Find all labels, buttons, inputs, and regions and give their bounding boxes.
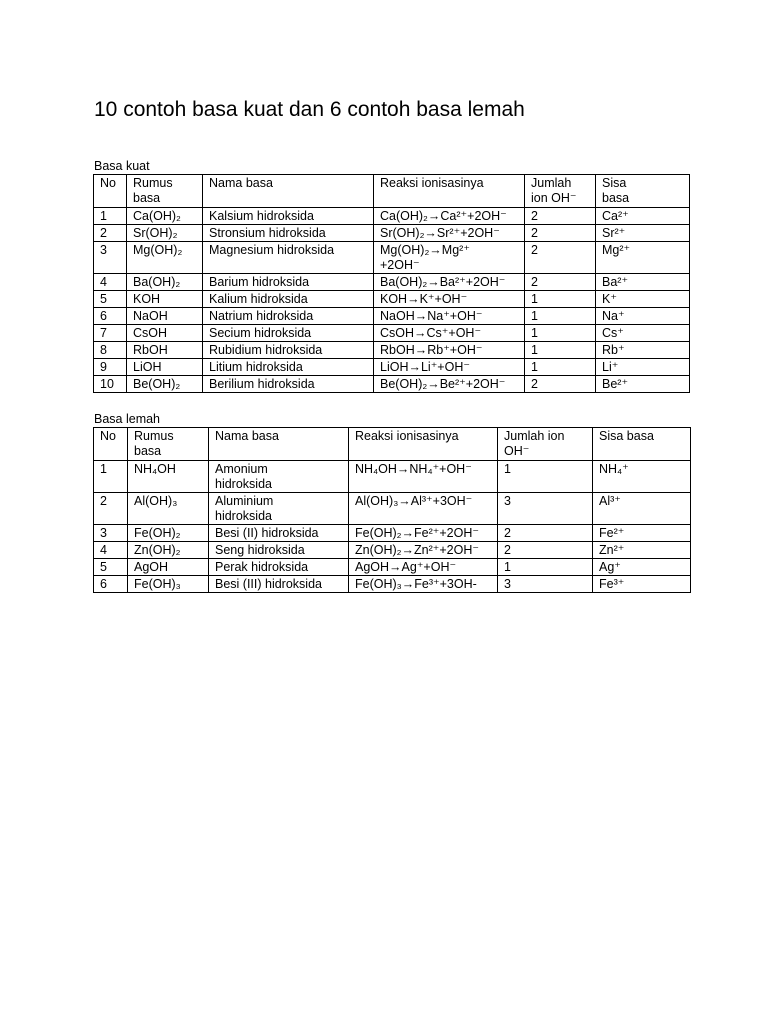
table-cell: Fe(OH)₃→Fe³⁺+3OH- [349,576,498,593]
column-header: Reaksi ionisasinya [374,175,525,208]
column-header: Sisa basa [596,175,690,208]
table-cell: Li⁺ [596,359,690,376]
table-cell: Seng hidroksida [209,542,349,559]
table-cell: 1 [498,461,593,493]
table-row [94,559,691,576]
table-cell: Kalium hidroksida [203,291,374,308]
table-cell: Zn(OH)₂→Zn²⁺+2OH⁻ [349,542,498,559]
table-cell: Be(OH)₂→Be²⁺+2OH⁻ [374,376,525,393]
table-cell: Besi (III) hidroksida [209,576,349,593]
weak-header-row [94,428,691,461]
table-cell: NaOH→Na⁺+OH⁻ [374,308,525,325]
table-cell: Natrium hidroksida [203,308,374,325]
table-cell: Rb⁺ [596,342,690,359]
table-cell: NH₄OH→NH₄⁺+OH⁻ [349,461,498,493]
table-cell: Rubidium hidroksida [203,342,374,359]
table-cell: AgOH→Ag⁺+OH⁻ [349,559,498,576]
table-row [94,525,691,542]
table-row [94,576,691,593]
table-cell: 1 [525,342,596,359]
table-cell: Ca(OH)₂ [127,208,203,225]
table-cell: Barium hidroksida [203,274,374,291]
table-cell: Ba(OH)₂ [127,274,203,291]
table-cell: 1 [498,559,593,576]
table-cell: Fe³⁺ [593,576,691,593]
table-cell: Ca(OH)₂→Ca²⁺+2OH⁻ [374,208,525,225]
table-cell: Magnesium hidroksida [203,242,374,274]
table-cell: Kalsium hidroksida [203,208,374,225]
table-cell: 2 [525,376,596,393]
weak-bases-table [93,427,691,593]
column-header: Nama basa [209,428,349,461]
column-header: Rumus basa [127,175,203,208]
page-title: 10 contoh basa kuat dan 6 contoh basa lemah [94,98,525,121]
table-cell: 2 [94,225,127,242]
table-cell: Be(OH)₂ [127,376,203,393]
table-row [94,376,690,393]
table-cell: 8 [94,342,127,359]
table-cell: Cs⁺ [596,325,690,342]
table-cell: 2 [525,225,596,242]
table-cell: NH₄OH [128,461,209,493]
table-cell: Ag⁺ [593,559,691,576]
table-row [94,493,691,525]
table-cell: Mg(OH)₂ [127,242,203,274]
table-cell: Mg(OH)₂→Mg²⁺ +2OH⁻ [374,242,525,274]
strong-bases-table [93,174,690,393]
table-cell: RbOH→Rb⁺+OH⁻ [374,342,525,359]
table-cell: Fe(OH)₃ [128,576,209,593]
table-cell: KOH [127,291,203,308]
column-header: Jumlah ion OH⁻ [498,428,593,461]
weak-bases-caption: Basa lemah [94,412,161,426]
table-cell: Al(OH)₃→Al³⁺+3OH⁻ [349,493,498,525]
table-cell: CsOH [127,325,203,342]
table-cell: Be²⁺ [596,376,690,393]
column-header: No [94,175,127,208]
table-cell: 6 [94,308,127,325]
table-cell: NH₄⁺ [593,461,691,493]
table-row [94,359,690,376]
table-cell: 2 [94,493,128,525]
table-row [94,325,690,342]
table-cell: Sr(OH)₂ [127,225,203,242]
table-row [94,291,690,308]
table-cell: 3 [498,576,593,593]
table-cell: Fe(OH)₂→Fe²⁺+2OH⁻ [349,525,498,542]
column-header: Reaksi ionisasinya [349,428,498,461]
table-cell: Perak hidroksida [209,559,349,576]
table-cell: 1 [94,461,128,493]
table-cell: 2 [525,242,596,274]
table-cell: Zn²⁺ [593,542,691,559]
strong-bases-caption: Basa kuat [94,159,150,173]
table-cell: Al(OH)₃ [128,493,209,525]
table-cell: CsOH→Cs⁺+OH⁻ [374,325,525,342]
column-header: Rumus basa [128,428,209,461]
table-cell: 1 [525,308,596,325]
table-cell: 4 [94,274,127,291]
column-header: Sisa basa [593,428,691,461]
table-cell: Sr²⁺ [596,225,690,242]
table-row [94,308,690,325]
table-cell: 2 [498,542,593,559]
table-cell: Na⁺ [596,308,690,325]
table-cell: Berilium hidroksida [203,376,374,393]
table-cell: 1 [94,208,127,225]
table-cell: 4 [94,542,128,559]
table-cell: AgOH [128,559,209,576]
table-cell: RbOH [127,342,203,359]
column-header: No [94,428,128,461]
table-cell: Stronsium hidroksida [203,225,374,242]
table-cell: 9 [94,359,127,376]
table-cell: 3 [498,493,593,525]
table-row [94,242,690,274]
table-cell: KOH→K⁺+OH⁻ [374,291,525,308]
table-cell: 1 [525,359,596,376]
table-cell: 2 [525,274,596,291]
table-cell: Aluminium hidroksida [209,493,349,525]
table-cell: 7 [94,325,127,342]
table-cell: Ca²⁺ [596,208,690,225]
table-row [94,342,690,359]
table-row [94,461,691,493]
table-cell: Al³⁺ [593,493,691,525]
table-cell: 3 [94,242,127,274]
table-cell: Sr(OH)₂→Sr²⁺+2OH⁻ [374,225,525,242]
table-cell: Ba(OH)₂→Ba²⁺+2OH⁻ [374,274,525,291]
table-cell: NaOH [127,308,203,325]
table-cell: 2 [525,208,596,225]
table-cell: 5 [94,291,127,308]
table-cell: 10 [94,376,127,393]
table-cell: 2 [498,525,593,542]
table-cell: Secium hidroksida [203,325,374,342]
table-cell: LiOH [127,359,203,376]
table-cell: Zn(OH)₂ [128,542,209,559]
table-cell: Ba²⁺ [596,274,690,291]
table-row [94,225,690,242]
table-cell: 1 [525,291,596,308]
table-row [94,274,690,291]
table-cell: LiOH→Li⁺+OH⁻ [374,359,525,376]
table-cell: Fe(OH)₂ [128,525,209,542]
table-cell: Fe²⁺ [593,525,691,542]
table-cell: Amonium hidroksida [209,461,349,493]
table-cell: 6 [94,576,128,593]
table-row [94,208,690,225]
column-header: Jumlah ion OH⁻ [525,175,596,208]
table-cell: K⁺ [596,291,690,308]
table-cell: Besi (II) hidroksida [209,525,349,542]
table-cell: 5 [94,559,128,576]
table-cell: Litium hidroksida [203,359,374,376]
table-cell: 3 [94,525,128,542]
table-cell: 1 [525,325,596,342]
strong-header-row [94,175,690,208]
column-header: Nama basa [203,175,374,208]
table-row [94,542,691,559]
table-cell: Mg²⁺ [596,242,690,274]
